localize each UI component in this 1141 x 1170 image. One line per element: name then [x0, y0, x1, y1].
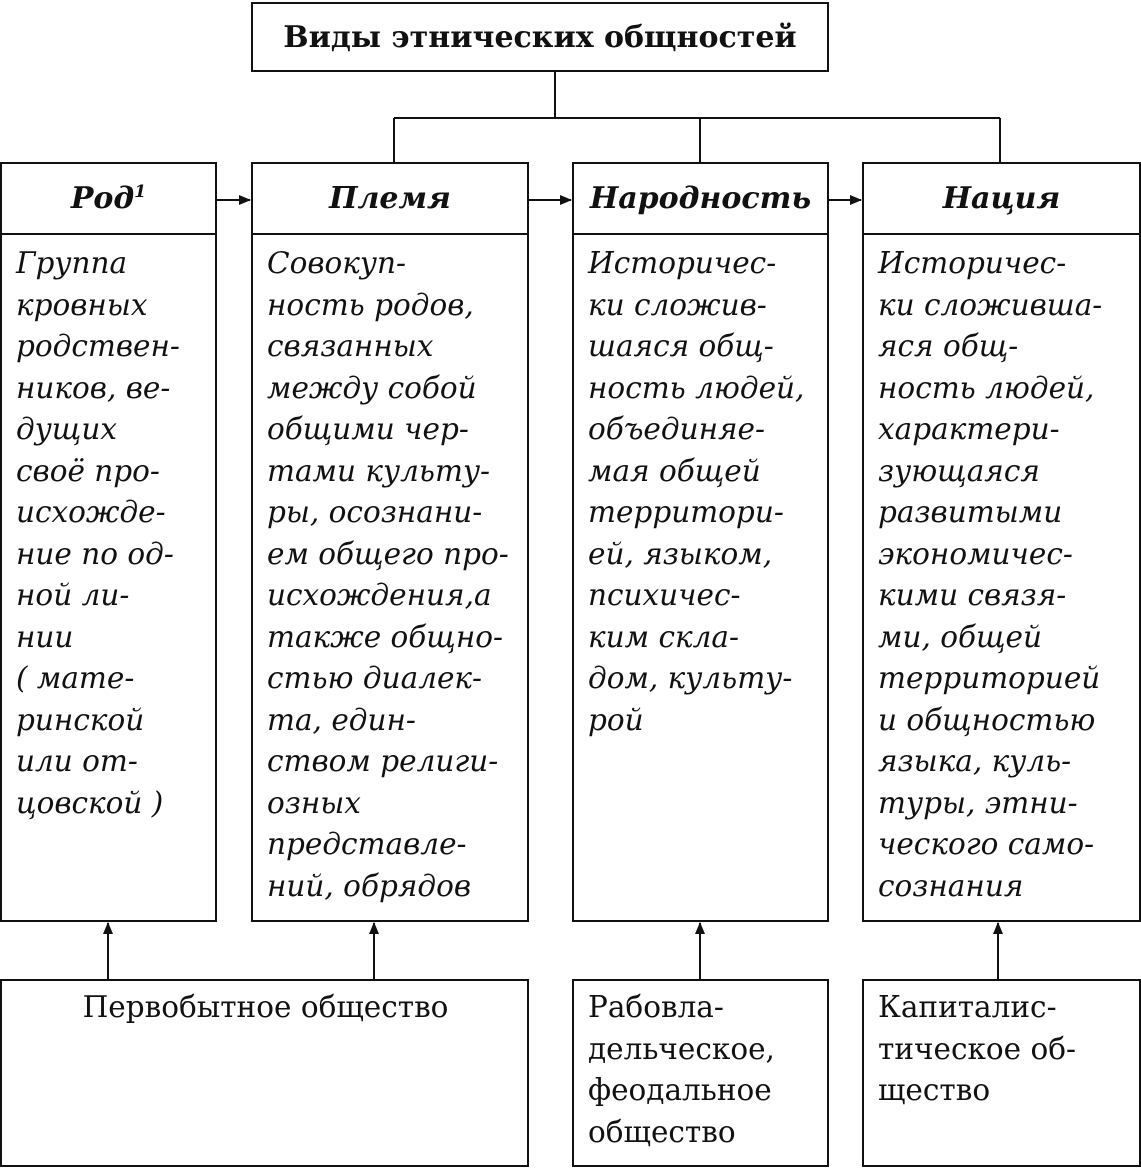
- header-plemya-label: Племя: [329, 181, 451, 216]
- society-slave-feudal: [572, 979, 829, 1167]
- description-rod-text: Группа кровных родствен- ников, ве- дущих своё про- исхожде- ние по од- ной ли- нии ( мате- ринской или от- цовской ): [16, 246, 180, 820]
- description-narodnost: [572, 233, 829, 922]
- description-natsiya-text: Историчес- ки сложивша- яся общ- ность людей, характери- зующаяся развитыми экономичес- кими связя- ми, общей территорией и общностью языка, куль- туры, этни- ческого само- сознания: [878, 246, 1103, 903]
- header-plemya: [251, 162, 529, 235]
- description-rod: [0, 233, 217, 922]
- header-rod: [0, 162, 217, 235]
- description-narodnost-text: Историчес- ки сложив- шаяся общ- ность людей, объединяе- мая общей территори- ей, языком, психичес- ким скла- дом, культу- рой: [588, 246, 805, 737]
- society-primitive: [0, 979, 529, 1167]
- society-capitalist-text: Капиталис- тическое об- щество: [878, 990, 1076, 1107]
- society-slave-feudal-text: Рабовла- дельческое, феодальное общество: [588, 990, 775, 1149]
- header-narodnost: [572, 162, 829, 235]
- header-natsiya: [862, 162, 1141, 235]
- description-natsiya: [862, 233, 1141, 922]
- society-capitalist: [862, 979, 1141, 1167]
- society-primitive-text: Первобытное общество: [82, 990, 449, 1024]
- header-narodnost-label: Народность: [589, 181, 812, 216]
- description-plemya: [251, 233, 529, 922]
- header-rod-label: Род: [70, 181, 135, 216]
- footnote-marker: 1: [134, 182, 147, 202]
- diagram-title: Виды этнических общностей: [283, 19, 797, 55]
- diagram-title-box: [251, 2, 829, 72]
- description-plemya-text: Совокуп- ность родов, связанных между собой общими чер- тами культу- ры, осознани- ем общего про- исхождения,а также общно- стью диалек- та, един- ством религи- озных представле- ний, обрядов: [267, 246, 509, 903]
- header-natsiya-label: Нация: [942, 181, 1061, 216]
